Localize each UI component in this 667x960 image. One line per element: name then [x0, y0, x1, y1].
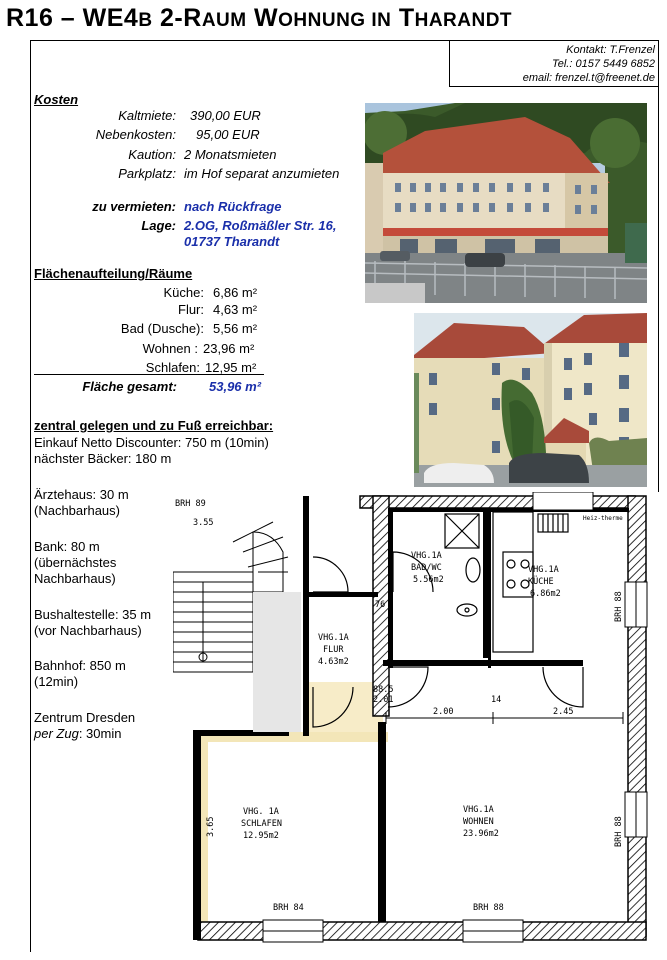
- plan-label: BRH 88: [614, 591, 624, 622]
- room-label: KÜCHE: [528, 577, 554, 587]
- poi-line: Ärztehaus: 30 m: [34, 487, 129, 502]
- plan-label: Heiz-therme: [583, 515, 623, 522]
- area-label: Wohnen :: [142, 341, 198, 356]
- cost-label: Nebenkosten:: [95, 127, 176, 142]
- poi-line: Bahnhof: 850 m: [34, 658, 126, 673]
- poi-line: (12min): [34, 674, 79, 689]
- cost-value: 2 Monatsmieten: [184, 147, 277, 162]
- area-value: 5,56 m²: [213, 321, 258, 336]
- room-label: 6.86m2: [530, 589, 561, 599]
- rent-value: nach Rückfrage: [184, 199, 282, 214]
- poi-line: (Nachbarhaus): [34, 503, 120, 518]
- room-label: 4.63m2: [318, 657, 349, 667]
- plan-label: 88.5: [373, 685, 394, 695]
- poi-line: Bank: 80 m: [34, 539, 100, 554]
- building-front-photo: [365, 103, 647, 303]
- area-value: 12,95 m²: [205, 360, 257, 375]
- floor-plan: [173, 492, 659, 952]
- area-total-value: 53,96 m²: [209, 379, 262, 394]
- plan-label: BRH 88: [614, 816, 624, 847]
- location-label: Lage:: [141, 218, 176, 233]
- poi-italic: per Zug: [34, 726, 79, 741]
- area-label: Flur:: [178, 302, 204, 317]
- cost-label: Kaltmiete:: [118, 108, 176, 123]
- plan-label: BRH 89: [175, 499, 206, 509]
- room-label: 12.95m2: [243, 831, 279, 841]
- poi-line: Bushaltestelle: 35 m: [34, 607, 152, 622]
- cost-value: 95,00 EUR: [196, 127, 260, 142]
- title-part: HARANDT: [414, 10, 513, 31]
- area-label: Küche:: [163, 285, 204, 300]
- room-label: FLUR: [323, 645, 344, 655]
- contact-name: Kontakt: T.Frenzel: [566, 44, 655, 56]
- plan-label: 3.65: [206, 816, 216, 837]
- room-label: WOHNEN: [463, 817, 494, 827]
- cost-value: 390,00 EUR: [190, 108, 261, 123]
- area-value: 23,96 m²: [203, 341, 255, 356]
- area-total-label: Fläche gesamt:: [82, 379, 177, 394]
- poi-line: [34, 726, 121, 742]
- room-label: VHG.1A: [318, 633, 349, 643]
- surroundings-heading: zentral gelegen und zu Fuß erreichbar:: [34, 418, 274, 433]
- room-label: VHG.1A: [463, 805, 494, 815]
- poi-line: (übernächstes: [34, 555, 117, 570]
- costs-heading: Kosten: [34, 92, 79, 107]
- title-part: T: [391, 4, 415, 32]
- room-label: VHG.1A: [528, 565, 559, 575]
- surroundings-line: nächster Bäcker: 180 m: [34, 451, 172, 466]
- room-label: BAD/WC: [411, 563, 442, 573]
- title-part: AUM: [201, 10, 247, 31]
- area-label: Bad (Dusche):: [120, 321, 204, 336]
- plan-label: 2.00: [433, 707, 454, 717]
- plan-label: 3.55: [193, 518, 214, 528]
- plan-label: 14: [491, 695, 502, 705]
- divider: [34, 374, 264, 375]
- location-line: 01737 Tharandt: [184, 234, 280, 249]
- poi-line: (vor Nachbarhaus): [34, 623, 142, 638]
- rent-label: zu vermieten:: [92, 199, 176, 214]
- room-label: SCHLAFEN: [241, 819, 282, 829]
- area-value: 6,86 m²: [213, 285, 258, 300]
- area-label: Schlafen:: [145, 360, 200, 375]
- location-line: 2.OG, Roßmäßler Str. 16,: [184, 218, 337, 233]
- poi-rest: : 30min: [78, 726, 122, 741]
- plan-label: 2.01: [373, 695, 394, 705]
- room-label: 23.96m2: [463, 829, 499, 839]
- areas-heading: Flächenaufteilung/Räume: [34, 266, 193, 281]
- room-label: VHG.1A: [411, 551, 442, 561]
- building-side-photo: [414, 313, 647, 487]
- title-part: W: [246, 4, 279, 32]
- room-label: VHG. 1A: [243, 807, 279, 817]
- poi-line: Zentrum Dresden: [34, 710, 136, 725]
- surroundings-line: Einkauf Netto Discounter: 750 m (10min): [34, 435, 269, 450]
- title-part: R16 – WE4: [6, 4, 139, 32]
- title-part: B: [138, 10, 153, 31]
- title-part: OHNUNG IN: [278, 10, 392, 31]
- contact-phone: Tel.: 0157 5449 6852: [552, 58, 655, 70]
- page-title: [6, 4, 512, 33]
- plan-label: BRH 84: [273, 903, 304, 913]
- room-label: 5.56m2: [413, 575, 444, 585]
- cost-label: Parkplatz:: [118, 166, 176, 181]
- poi-line: Nachbarhaus): [34, 571, 116, 586]
- title-part: 2-R: [152, 4, 202, 32]
- plan-label: 2.45: [553, 707, 574, 717]
- plan-label: BRH 88: [473, 903, 504, 913]
- cost-label: Kaution:: [128, 147, 176, 162]
- contact-email: email: frenzel.t@freenet.de: [522, 72, 655, 84]
- plan-label: 76: [375, 600, 386, 610]
- area-value: 4,63 m²: [213, 302, 258, 317]
- cost-value: im Hof separat anzumieten: [184, 166, 340, 181]
